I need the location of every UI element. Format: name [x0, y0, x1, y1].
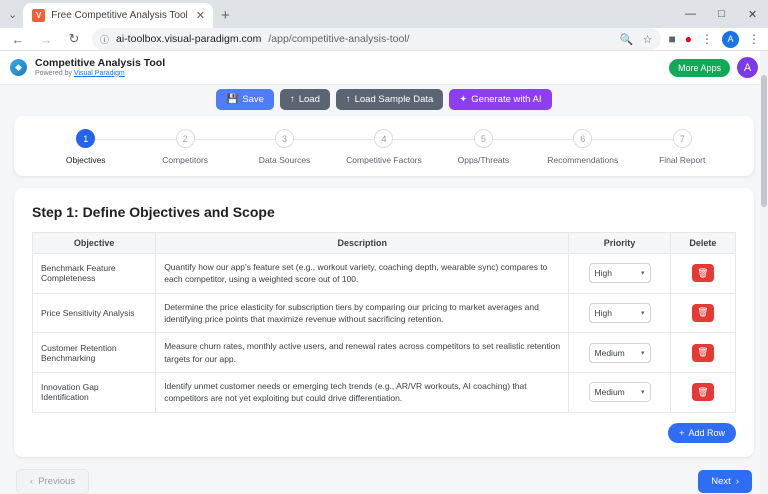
delete-cell [670, 333, 735, 373]
url-path: /app/competitive-analysis-tool/ [268, 33, 410, 45]
stepper [36, 129, 732, 165]
load-label: Load [298, 94, 320, 105]
chevron-down-icon: ▾ [641, 389, 645, 397]
step-label: Competitive Factors [346, 155, 422, 165]
description-cell[interactable]: Identify unmet customer needs or emerging tech trends (e.g., AR/VR workouts, AI coaching) that competitors are not yet exploiting but could drive differentiation. [156, 372, 569, 412]
wizard-footer [14, 457, 754, 494]
priority-cell [569, 254, 670, 294]
browser-menu-icon[interactable]: ⋮ [748, 32, 760, 46]
url-host: ai-toolbox.visual-paradigm.com [116, 33, 262, 45]
priority-cell [569, 372, 670, 412]
step-number: 2 [176, 129, 195, 148]
priority-select[interactable] [589, 343, 651, 363]
visual-paradigm-logo-icon: ◆ [10, 59, 27, 76]
step-number: 7 [673, 129, 692, 148]
priority-cell [569, 333, 670, 373]
new-tab-button[interactable]: + [220, 7, 230, 24]
chevron-down-icon: ▾ [641, 349, 645, 357]
plus-icon: + [679, 427, 685, 438]
step-number: 5 [474, 129, 493, 148]
tab-title: Free Competitive Analysis Tool [51, 10, 188, 21]
visual-paradigm-link[interactable]: Visual Paradigm [73, 69, 125, 77]
add-row-container [32, 423, 736, 443]
tab-search-button[interactable] [4, 0, 23, 28]
step-competitive-factors[interactable] [334, 129, 433, 165]
objective-cell[interactable]: Price Sensitivity Analysis [33, 293, 156, 333]
priority-select[interactable] [589, 382, 651, 402]
reload-button[interactable]: ↻ [68, 31, 80, 46]
maximize-button[interactable]: □ [718, 8, 725, 20]
step-data-sources[interactable] [235, 129, 334, 165]
objective-cell[interactable]: Benchmark Feature Completeness [33, 254, 156, 294]
delete-cell [670, 293, 735, 333]
page-scrollbar[interactable] [760, 51, 768, 494]
column-header-description: Description [156, 233, 569, 254]
step-number: 6 [573, 129, 592, 148]
step-recommendations[interactable] [533, 129, 632, 165]
add-row-label: Add Row [688, 427, 725, 438]
table-row [33, 293, 736, 333]
save-button[interactable] [216, 89, 274, 110]
menu-dots-icon[interactable]: ⋮ [701, 32, 713, 46]
profile-avatar[interactable]: A [722, 31, 739, 48]
sparkle-icon: ✦ [459, 94, 468, 105]
stepper-card [14, 116, 754, 176]
description-cell[interactable]: Quantify how our app's feature set (e.g., workout variety, coaching depth, wearable sync) compares to each competitor, using a weighted score out of 100. [156, 254, 569, 294]
upload-icon: ↑ [289, 94, 295, 105]
step-label: Recommendations [547, 155, 619, 165]
save-icon: 💾 [226, 94, 239, 105]
table-row [33, 372, 736, 412]
search-icon[interactable]: 🔍 [619, 33, 634, 46]
step-opps-threats[interactable] [434, 129, 533, 165]
objectives-card [14, 188, 754, 457]
page-content [0, 85, 768, 494]
generate-with-ai-button[interactable] [449, 89, 551, 110]
column-header-priority: Priority [569, 233, 670, 254]
next-label: Next [711, 475, 731, 487]
step-label: Data Sources [258, 155, 311, 165]
delete-cell [670, 372, 735, 412]
address-bar[interactable] [92, 28, 661, 50]
objective-cell[interactable]: Innovation Gap Identification [33, 372, 156, 412]
window-controls [675, 0, 768, 28]
previous-button[interactable] [16, 469, 89, 494]
step-competitors[interactable] [135, 129, 234, 165]
close-icon[interactable]: ✕ [195, 10, 205, 22]
step-label: Competitors [162, 155, 209, 165]
pinterest-icon[interactable]: ● [684, 32, 692, 46]
priority-value: Medium [594, 387, 625, 398]
table-row [33, 254, 736, 294]
browser-tab[interactable] [23, 3, 213, 28]
delete-row-button[interactable]: 🗑 [692, 264, 714, 282]
app-header [0, 51, 768, 85]
powered-by-text [35, 70, 165, 78]
chevron-left-icon: ‹ [30, 475, 34, 487]
chevron-right-icon: › [735, 475, 739, 487]
scrollbar-thumb[interactable] [761, 75, 767, 207]
save-label: Save [242, 94, 264, 105]
powered-by-prefix: Powered by [35, 69, 74, 77]
objectives-table [32, 232, 736, 413]
step-label: Final Report [659, 155, 706, 165]
step-label: Objectives [65, 155, 106, 165]
chevron-down-icon: ▾ [641, 270, 645, 278]
description-cell[interactable]: Determine the price elasticity for subscription tiers by comparing our pricing to market averages and identifying price points that maximize revenue without sacrificing retention. [156, 293, 569, 333]
lock-icon: ⓘ [100, 34, 110, 45]
priority-value: High [594, 268, 612, 279]
action-bar [14, 85, 754, 110]
more-apps-button[interactable]: More Apps [669, 59, 730, 77]
table-row [33, 333, 736, 373]
delete-row-button[interactable]: 🗑 [692, 383, 714, 401]
next-button[interactable] [698, 470, 752, 493]
tab-strip [0, 0, 768, 28]
priority-value: Medium [594, 347, 625, 358]
load-sample-label: Load Sample Data [354, 94, 434, 105]
priority-select[interactable] [589, 303, 651, 323]
browser-toolbar [0, 28, 768, 51]
previous-label: Previous [38, 475, 76, 487]
window-close-button[interactable]: ✕ [747, 8, 758, 21]
delete-cell [670, 254, 735, 294]
priority-cell [569, 293, 670, 333]
minimize-button[interactable]: — [685, 8, 696, 20]
add-row-button[interactable] [668, 423, 736, 443]
delete-row-button[interactable]: 🗑 [692, 304, 714, 322]
priority-value: High [594, 307, 612, 318]
chevron-down-icon: ▾ [641, 309, 645, 317]
table-header-row [33, 233, 736, 254]
page-title: Step 1: Define Objectives and Scope [32, 204, 275, 220]
extension-icon[interactable]: ■ [668, 32, 676, 46]
user-avatar[interactable]: A [737, 57, 758, 78]
generate-ai-label: Generate with AI [471, 94, 542, 105]
app-title: Competitive Analysis Tool [35, 57, 166, 70]
objective-cell[interactable]: Customer Retention Benchmarking [33, 333, 156, 373]
bookmark-star-icon[interactable]: ☆ [642, 33, 653, 46]
priority-select[interactable] [589, 263, 651, 283]
description-cell[interactable]: Measure churn rates, monthly active users, and renewal rates across competitors to set realistic retention targets for our app. [156, 333, 569, 373]
upload-sample-icon: ↑ [345, 94, 351, 105]
step-number: 4 [374, 129, 393, 148]
forward-button[interactable]: → [39, 31, 53, 47]
back-button[interactable]: ← [11, 31, 25, 47]
column-header-objective: Objective [33, 233, 156, 254]
column-header-delete: Delete [670, 233, 735, 254]
favicon-icon: V [32, 9, 45, 22]
page-viewport [0, 51, 768, 494]
step-final-report[interactable] [633, 129, 732, 165]
delete-row-button[interactable]: 🗑 [692, 344, 714, 362]
step-label: Opps/Threats [457, 155, 510, 165]
step-objectives[interactable] [36, 129, 135, 165]
chevron-down-icon: ⌄ [8, 8, 18, 21]
load-sample-data-button[interactable] [336, 89, 443, 110]
load-button[interactable] [280, 89, 330, 110]
step-number: 1 [76, 129, 95, 148]
step-number: 3 [275, 129, 294, 148]
